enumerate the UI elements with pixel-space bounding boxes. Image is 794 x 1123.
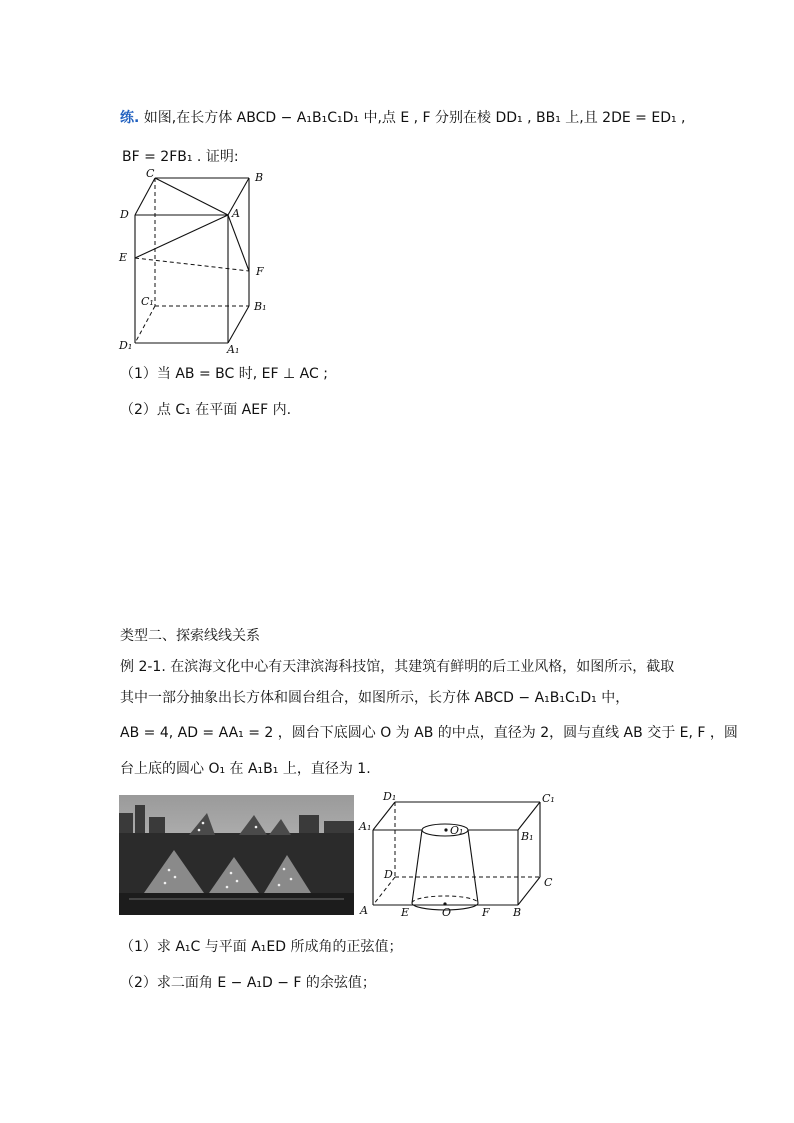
practice-q1 xyxy=(120,363,328,383)
fig2-label-A: A xyxy=(360,904,368,917)
section-title xyxy=(120,625,260,645)
frustum-cuboid-figure xyxy=(355,790,555,920)
fig2-label-C1: C₁ xyxy=(542,792,555,805)
example-text-2: 其中一部分抽象出长方体和圆台组合，如图所示，长方体 ABCD − A₁B₁C₁D₁ 中， xyxy=(120,690,630,706)
fig2-label-E: E xyxy=(401,906,410,919)
example-text-3: AB = 4, AD = AA₁ = 2 ，圆台下底圆心 O 为 AB 的中点，直径为 2，圆与直线 AB 交于 E, F ，圆 xyxy=(120,725,738,741)
section-title-text: 类型二、探索线线关系 xyxy=(120,628,260,644)
example-q2-text: （2）求二面角 E − A₁D − F 的余弦值； xyxy=(120,975,376,991)
example-line-1 xyxy=(120,656,674,676)
label-A1: A₁ xyxy=(227,343,240,355)
example-label: 例 2-1 xyxy=(120,659,162,675)
example-text-4: 台上底的圆心 O₁ 在 A₁B₁ 上，直径为 1. xyxy=(120,761,371,777)
practice-label: 练. xyxy=(120,110,140,126)
fig2-label-F: F xyxy=(482,906,490,919)
example-q1-text: （1）求 A₁C 与平面 A₁ED 所成角的正弦值； xyxy=(120,939,403,955)
fig2-label-B: B xyxy=(513,906,522,919)
label-C: C xyxy=(146,167,155,180)
fig2-label-B1: B₁ xyxy=(521,830,534,843)
example-line-4 xyxy=(120,758,371,778)
practice-text-1: 如图,在长方体 ABCD − A₁B₁C₁D₁ 中,点 E , F 分别在棱 DD₁ , BB₁ 上,且 2DE = ED₁ , xyxy=(143,110,686,126)
fig2-label-O: O xyxy=(442,906,452,919)
example-q1 xyxy=(120,936,403,956)
practice-q2-text: （2）点 C₁ 在平面 AEF 内. xyxy=(120,402,292,418)
label-A: A xyxy=(232,207,240,220)
label-E: E xyxy=(119,251,128,264)
museum-photo xyxy=(119,795,354,915)
example-q2 xyxy=(120,972,376,992)
practice-text-2: BF = 2FB₁ . 证明: xyxy=(122,149,239,165)
label-D1: D₁ xyxy=(119,339,133,352)
practice-q2 xyxy=(120,399,291,419)
label-D: D xyxy=(120,208,129,221)
fig2-label-A1: A₁ xyxy=(359,820,372,833)
example-line-3 xyxy=(120,722,738,742)
fig2-label-C: C xyxy=(544,876,553,889)
practice-line-2 xyxy=(122,146,239,166)
label-B1: B₁ xyxy=(254,300,267,313)
fig2-label-D: D xyxy=(384,868,393,881)
example-text-1: . 在滨海文化中心有天津滨海科技馆，其建筑有鲜明的后工业风格，如图所示，截取 xyxy=(161,659,675,675)
label-F: F xyxy=(256,265,264,278)
fig2-label-D1: D₁ xyxy=(383,790,397,803)
cuboid-figure xyxy=(115,165,275,355)
practice-line-1 xyxy=(120,107,686,127)
label-B: B xyxy=(255,171,264,184)
fig2-label-O1: O₁ xyxy=(450,824,464,837)
example-line-2 xyxy=(120,687,629,707)
label-C1: C₁ xyxy=(141,295,154,308)
practice-q1-text: （1）当 AB = BC 时, EF ⊥ AC ; xyxy=(120,366,328,382)
